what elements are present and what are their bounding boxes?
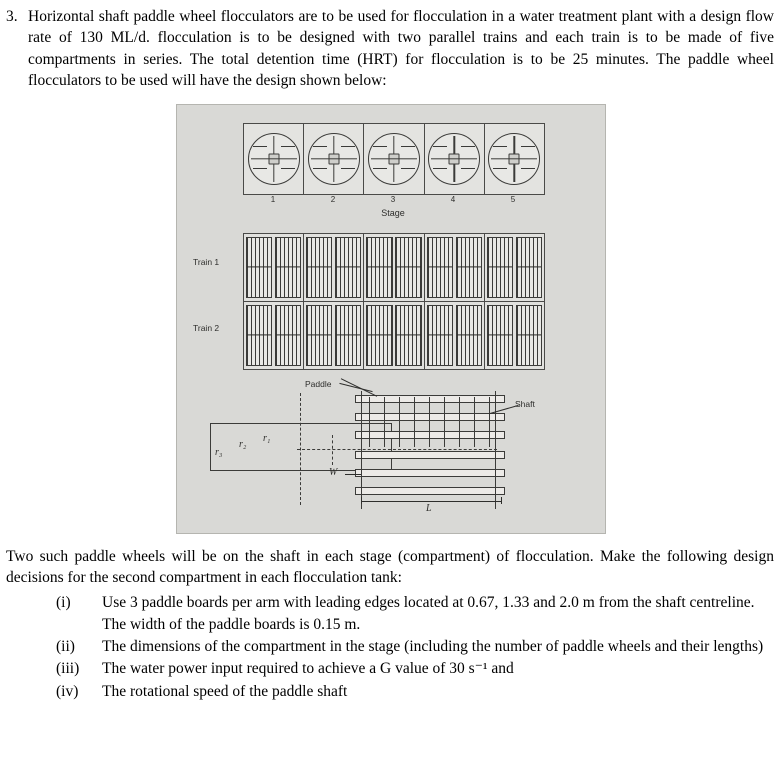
paddle-wheel-icon bbox=[368, 133, 420, 185]
list-item bbox=[0, 592, 782, 635]
compartment bbox=[304, 302, 364, 369]
paddle-wheel-icon bbox=[428, 133, 480, 185]
train-row bbox=[244, 234, 544, 302]
paddle-board bbox=[355, 469, 505, 477]
list-marker: (iv) bbox=[56, 682, 79, 700]
design-decisions-list bbox=[0, 592, 782, 702]
paddle-wheel-plan bbox=[516, 305, 542, 366]
paddle-wheel-plan bbox=[366, 305, 392, 366]
l-dimension-label: L bbox=[426, 502, 432, 514]
paddle-wheel-plan bbox=[335, 237, 361, 298]
paddle-wheel-plan bbox=[306, 305, 332, 366]
paddle-wheel-plan bbox=[427, 237, 453, 298]
shaft-callout-label: Shaft bbox=[515, 398, 535, 409]
compartment bbox=[425, 302, 485, 369]
paddle-blade bbox=[313, 146, 327, 147]
paddle-wheel-plan bbox=[456, 237, 482, 298]
paddle-detail-view bbox=[177, 373, 606, 533]
paddle-wheel-plan bbox=[246, 237, 272, 298]
paddle-callout-label: Paddle bbox=[305, 378, 332, 389]
paddle-blade bbox=[461, 146, 475, 147]
paddle-blade bbox=[373, 168, 387, 169]
paddle-wheel-icon bbox=[308, 133, 360, 185]
train-1-label: Train 1 bbox=[193, 256, 220, 267]
stage-number-row bbox=[243, 195, 543, 207]
paddle-wheel-plan bbox=[306, 237, 332, 298]
paddle-blade bbox=[253, 168, 267, 169]
list-text: The rotational speed of the paddle shaft bbox=[102, 682, 348, 700]
paddle-wheel-icon bbox=[488, 133, 540, 185]
paddle-board bbox=[355, 487, 505, 495]
list-marker: (ii) bbox=[56, 638, 75, 655]
list-item bbox=[0, 658, 782, 679]
paddle-blade bbox=[521, 168, 535, 169]
shaft-hub bbox=[449, 153, 460, 164]
paddle-wheel-plan bbox=[395, 237, 421, 298]
question-number: 3. bbox=[6, 8, 18, 25]
question-text: Horizontal shaft paddle wheel flocculators are to be used for flocculation in a water treatment plant with a design flow rate of 130 ML/d. flocculation is to be designed with two parallel trains and each train is to be made of five compartments in series. The total detention time (HRT) for flocculation is to be 25 minutes. The paddle wheel flocculators to be used will have the design shown below: bbox=[28, 8, 774, 90]
paddle-blade bbox=[401, 146, 415, 147]
l-dimension-tick bbox=[501, 497, 502, 504]
stage-end-view bbox=[243, 123, 545, 195]
stage-number: 1 bbox=[270, 194, 276, 204]
figure-container bbox=[0, 104, 782, 534]
train-2-label: Train 2 bbox=[193, 322, 220, 333]
paddle-wheel-plan bbox=[246, 305, 272, 366]
shaft-hub bbox=[389, 153, 400, 164]
paddle-board bbox=[355, 451, 505, 459]
plan-view bbox=[243, 233, 545, 370]
paddle-blade bbox=[433, 146, 447, 147]
flocculator-design-figure bbox=[176, 104, 606, 534]
compartment bbox=[485, 302, 544, 369]
paddle-wheel-icon bbox=[248, 133, 300, 185]
paddle-wheel-plan bbox=[275, 305, 301, 366]
shaft-rod-right bbox=[495, 391, 496, 509]
stage-number: 4 bbox=[450, 194, 456, 204]
list-marker: (i) bbox=[56, 594, 71, 612]
r2-label: r₂ bbox=[239, 438, 247, 450]
compartment bbox=[304, 234, 364, 301]
question-block bbox=[0, 0, 782, 92]
paddle-leader-line bbox=[341, 378, 377, 396]
shaft-rod-left bbox=[361, 391, 362, 509]
stage-number: 3 bbox=[390, 194, 396, 204]
compartment bbox=[244, 302, 304, 369]
paddle-blade bbox=[281, 146, 295, 147]
paddle-blade bbox=[313, 168, 327, 169]
paddle-wheel-plan bbox=[275, 237, 301, 298]
paddle-blade bbox=[341, 146, 355, 147]
paddle-wheel-plan bbox=[427, 305, 453, 366]
paddle-blade bbox=[253, 146, 267, 147]
compartment bbox=[425, 234, 485, 301]
compartment bbox=[364, 302, 424, 369]
l-dimension-line bbox=[361, 501, 501, 502]
stage-cell bbox=[425, 124, 485, 194]
stage-number: 2 bbox=[330, 194, 336, 204]
shaft-hub bbox=[268, 153, 279, 164]
paddle-wheel-plan bbox=[456, 305, 482, 366]
stage-cell bbox=[364, 124, 424, 194]
arm-line bbox=[332, 435, 333, 465]
shaft-hub bbox=[509, 153, 520, 164]
compartment bbox=[364, 234, 424, 301]
paddle-wheel-plan bbox=[516, 237, 542, 298]
paddle-blade bbox=[401, 168, 415, 169]
stage-axis-label: Stage bbox=[381, 207, 405, 218]
stage-cell bbox=[485, 124, 544, 194]
stage-number: 5 bbox=[510, 194, 516, 204]
list-item bbox=[0, 681, 782, 702]
paddle-blade bbox=[373, 146, 387, 147]
list-item bbox=[0, 636, 782, 657]
paddle-wheel-plan bbox=[487, 305, 513, 366]
list-marker: (iii) bbox=[56, 660, 80, 678]
stage-cell bbox=[244, 124, 304, 194]
paddle-blade bbox=[433, 168, 447, 169]
paddle-wheel-plan bbox=[335, 305, 361, 366]
stage-cell bbox=[304, 124, 364, 194]
r3-label: r₃ bbox=[215, 446, 223, 458]
board-grid-lines bbox=[369, 397, 491, 447]
paddle-wheel-plan bbox=[487, 237, 513, 298]
paddle-board-stack bbox=[355, 395, 505, 503]
paddle-blade bbox=[521, 146, 535, 147]
r1-label: r₁ bbox=[263, 432, 271, 444]
body-intro: Two such paddle wheels will be on the shaft in each stage (compartment) of flocculation. Make the following design decisions for the second compartment in each flocculation tank: bbox=[6, 547, 774, 586]
list-text: Use 3 paddle boards per arm with leading edges located at 0.67, 1.33 and 2.0 m from the shaft centreline. The width of the paddle boards is 0.15 m. bbox=[102, 594, 755, 633]
shaft-hub bbox=[328, 153, 339, 164]
paddle-wheel-plan bbox=[395, 305, 421, 366]
paddle-blade bbox=[461, 168, 475, 169]
compartment bbox=[244, 234, 304, 301]
compartment bbox=[485, 234, 544, 301]
l-dimension-tick bbox=[361, 497, 362, 504]
paddle-blade bbox=[493, 168, 507, 169]
paddle-wheel-plan bbox=[366, 237, 392, 298]
list-text: The dimensions of the compartment in the stage (including the number of paddle wheels and their lengths) bbox=[102, 638, 764, 655]
w-dimension-line bbox=[345, 474, 361, 475]
w-dimension-label: W bbox=[329, 466, 338, 478]
list-text: The water power input required to achieve a G value of 30 s⁻¹ and bbox=[102, 660, 514, 678]
paddle-blade bbox=[281, 168, 295, 169]
train-row bbox=[244, 302, 544, 369]
paddle-blade bbox=[493, 146, 507, 147]
paddle-blade bbox=[341, 168, 355, 169]
